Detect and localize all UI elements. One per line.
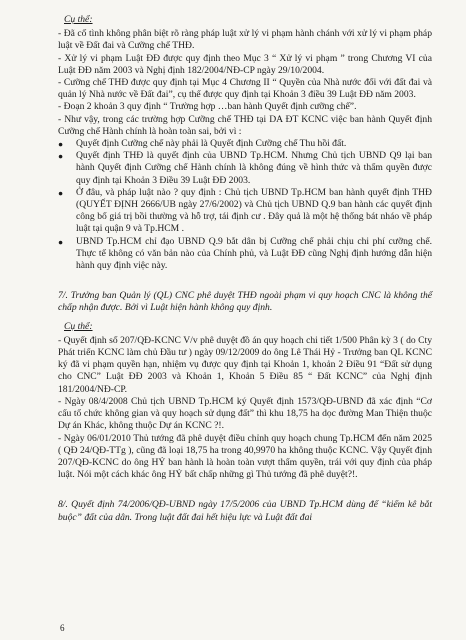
paragraph: - Đã cố tình không phân biệt rõ ràng pháp luật xử lý vi phạm hành chánh với xử lý vi phạm pháp luật về Đất đai và Cưỡng chế THĐ.: [58, 28, 432, 52]
section-heading: Cụ thể:: [64, 320, 93, 332]
bullet-text: Quyết định THĐ là quyết định của UBND Tp.HCM. Nhưng Chủ tịch UBND Q9 lại ban hành Quyết định Cưỡng chế Hành chính là không đúng về hình thức và thẩm quyền được quy định tại Khoản 3 Điều 39 Luật ĐĐ 2003.: [76, 150, 432, 186]
paragraph: - Cưỡng chế THĐ được quy định tại Mục 4 Chương II “ Quyền của Nhà nước đối với đất đai và quản lý Nhà nước về Đất đai”, cụ thể được quy định tại Khoản 3 điều 39 Luật ĐĐ năm 2003.: [58, 77, 432, 101]
bullet-item: [58, 150, 432, 187]
bullet-item: [58, 236, 432, 273]
paragraph: - Quyết định số 207/QĐ-KCNC V/v phê duyệt đồ án quy hoạch chi tiết 1/500 Phân kỳ 3 ( do Cty Phát triển KCNC làm chủ Đầu tư ) ngày 09/12/2009 do ông Lê Thái Hỷ - Trưởng ban QL KCNC ký đã vi phạm quyền hạn, nhiệm vụ được quy định tại Khoản 1, khoản 2 Điều 91 “Đất sử dụng cho CNC” Luật ĐĐ 2003 và Khoản 1, Khoản 5 Điều 85 “ Đất KCNC” của Nghị định 181/2004/NĐ-CP.: [58, 334, 432, 395]
section-title-8: 8/. Quyết định 74/2006/QĐ-UBND ngày 17/5/2006 của UBND Tp.HCM dùng để “kiểm kê bắt buộc” đất của dân. Trong luật đất đai hết hiệu lực và Luật đất đai: [58, 499, 432, 523]
section-title-7: 7/. Trưởng ban Quản lý (QL) CNC phê duyệt THĐ ngoài phạm vi quy hoạch CNC là không thể chấp nhận được. Bởi vì Luật hiện hành không quy định.: [58, 290, 432, 314]
paragraph: - Ngày 06/01/2010 Thủ tướng đã phê duyệt điều chỉnh quy hoạch chung Tp.HCM đến năm 2025 ( QĐ 24/QĐ-TTg ), cũng đã loại 18,75 ha trong 40,9970 ha không thuộc KCNC. Vậy Quyết định 207/QĐ-KCNC do ông HỶ ban hành là hoàn toàn vượt thẩm quyền, trái với quy định của pháp luật. Nói một cách khác ông HỶ bất chấp những gì Thủ tướng đã phê duyệt?!.: [58, 432, 432, 481]
paragraph: - Như vậy, trong các trường hợp Cưỡng chế THĐ tại DA ĐT KCNC việc ban hành Quyết định Cưỡng chế Hành chính là hoàn toàn sai, bởi vì :: [58, 113, 432, 137]
bullet-text: Ở đâu, và pháp luật nào ? quy định : Chủ tịch UBND Tp.HCM ban hành quyết định THĐ (QUYẾT ĐỊNH 2666/UB ngày 27/6/2002) và Chủ tịch UBND Q.9 ban hành các quyết định công bố giá trị bồi thường và hỗ trợ, tái định cư . Đây quả là một hệ thống bát nháo về pháp luật tại quận 9 và Tp.HCM .: [76, 186, 432, 235]
bullet-marker: ●: [58, 151, 64, 162]
bullet-marker: ●: [58, 139, 64, 150]
bullet-marker: ●: [58, 187, 64, 198]
bullet-item: [58, 187, 432, 236]
bullet-marker: ●: [58, 236, 64, 247]
page-number: 6: [60, 622, 65, 633]
bullet-text: Quyết định Cưỡng chế này phải là Quyết định Cưỡng chế Thu hồi đất.: [76, 138, 347, 150]
paragraph: - Đoạn 2 khoản 3 quy định “ Trường hợp …ban hành Quyết định cưỡng chế”.: [58, 101, 357, 113]
paragraph: - Xử lý vi phạm Luật ĐĐ được quy định theo Mục 3 “ Xử lý vi phạm ” trong Chương VI của Luật ĐĐ năm 2003 và Nghị định 182/2004/NĐ-CP ngày 29/10/2004.: [58, 52, 432, 76]
section-heading: Cụ thể:: [64, 14, 93, 25]
bullet-text: UBND Tp.HCM chỉ đạo UBND Q.9 bắt dân bị Cưỡng chế phải chịu chi phí cưỡng chế. Thực tế không có văn bản nào của Chính phủ, và Luật ĐĐ cũng Nghị định hướng dẫn hiện hành quy định việc này.: [76, 235, 432, 272]
bullet-item: [58, 138, 432, 150]
paragraph: - Ngày 08/4/2008 Chủ tịch UBND Tp.HCM ký Quyết định 1573/QĐ-UBND đã xác định “Cơ cấu tổ chức không gian và quy hoạch sử dụng đất” thì khu 18,75 ha dọc đường Man Thiện thuộc Dự án Khác, không thuộc Dự án KCNC ?!.: [58, 395, 432, 432]
